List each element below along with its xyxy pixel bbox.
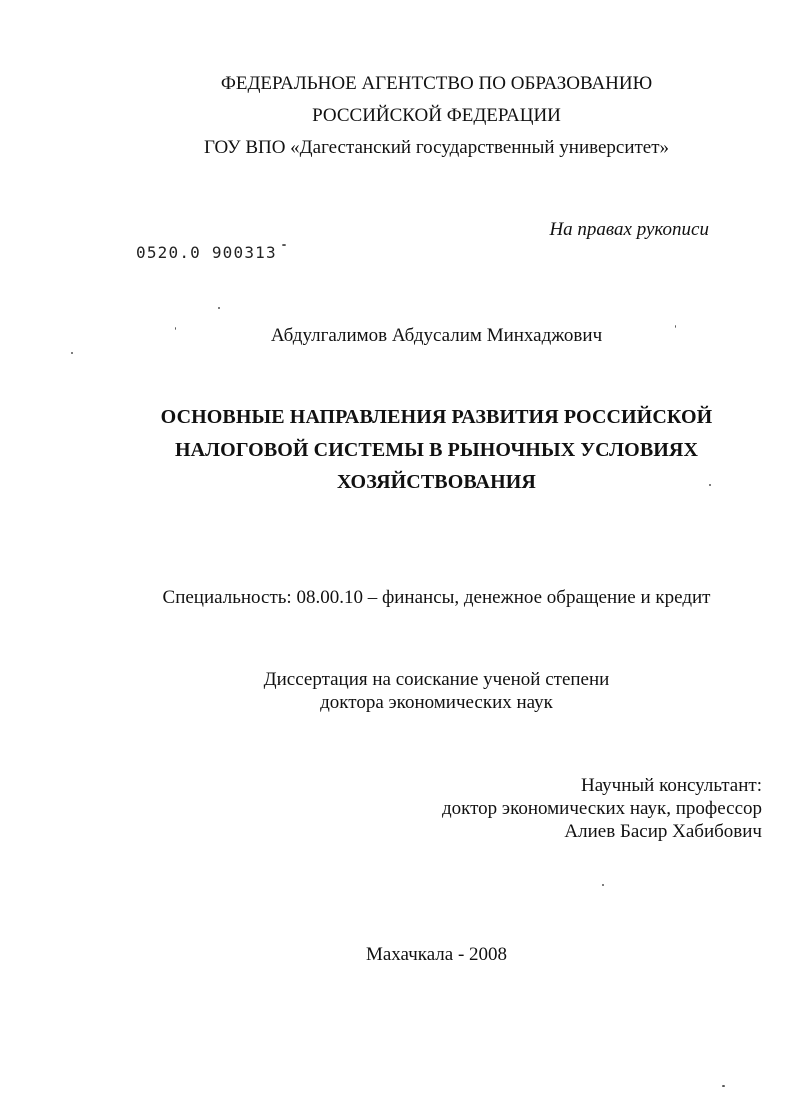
stamp-number: 0520.0 900313 (136, 243, 277, 262)
specialty: Специальность: 08.00.10 – финансы, денежное обращение и кредит (162, 587, 711, 608)
title-line-1: ОСНОВНЫЕ НАПРАВЛЕНИЯ РАЗВИТИЯ РОССИЙСКОЙ (160, 406, 713, 428)
consultant-label: Научный консультант: (580, 775, 762, 796)
city-year: Махачкала - 2008 (365, 944, 508, 965)
header-agency: ФЕДЕРАЛЬНОЕ АГЕНТСТВО ПО ОБРАЗОВАНИЮ (220, 73, 653, 94)
scan-speck (675, 325, 676, 328)
scan-speck (602, 884, 604, 886)
scan-speck (709, 484, 711, 486)
dissertation-line-1: Диссертация на соискание ученой степени (263, 669, 610, 690)
scan-speck (218, 307, 220, 309)
consultant-name: Алиев Басир Хабибович (564, 821, 762, 842)
manuscript-note: На правах рукописи (549, 219, 709, 240)
header-university: ГОУ ВПО «Дагестанский государственный университет» (203, 137, 670, 158)
title-line-2: НАЛОГОВОЙ СИСТЕМЫ В РЫНОЧНЫХ УСЛОВИЯХ (174, 439, 699, 461)
scan-speck (282, 244, 286, 246)
scan-speck (722, 1085, 725, 1087)
dissertation-line-2: доктора экономических наук (320, 692, 553, 713)
scan-speck (71, 352, 73, 354)
title-line-3: ХОЗЯЙСТВОВАНИЯ (337, 471, 536, 493)
scan-speck (175, 327, 176, 330)
author-name: Абдулгалимов Абдусалим Минхаджович (270, 325, 603, 346)
consultant-degree: доктор экономических наук, профессор (441, 798, 762, 819)
header-federation: РОССИЙСКОЙ ФЕДЕРАЦИИ (312, 105, 561, 126)
